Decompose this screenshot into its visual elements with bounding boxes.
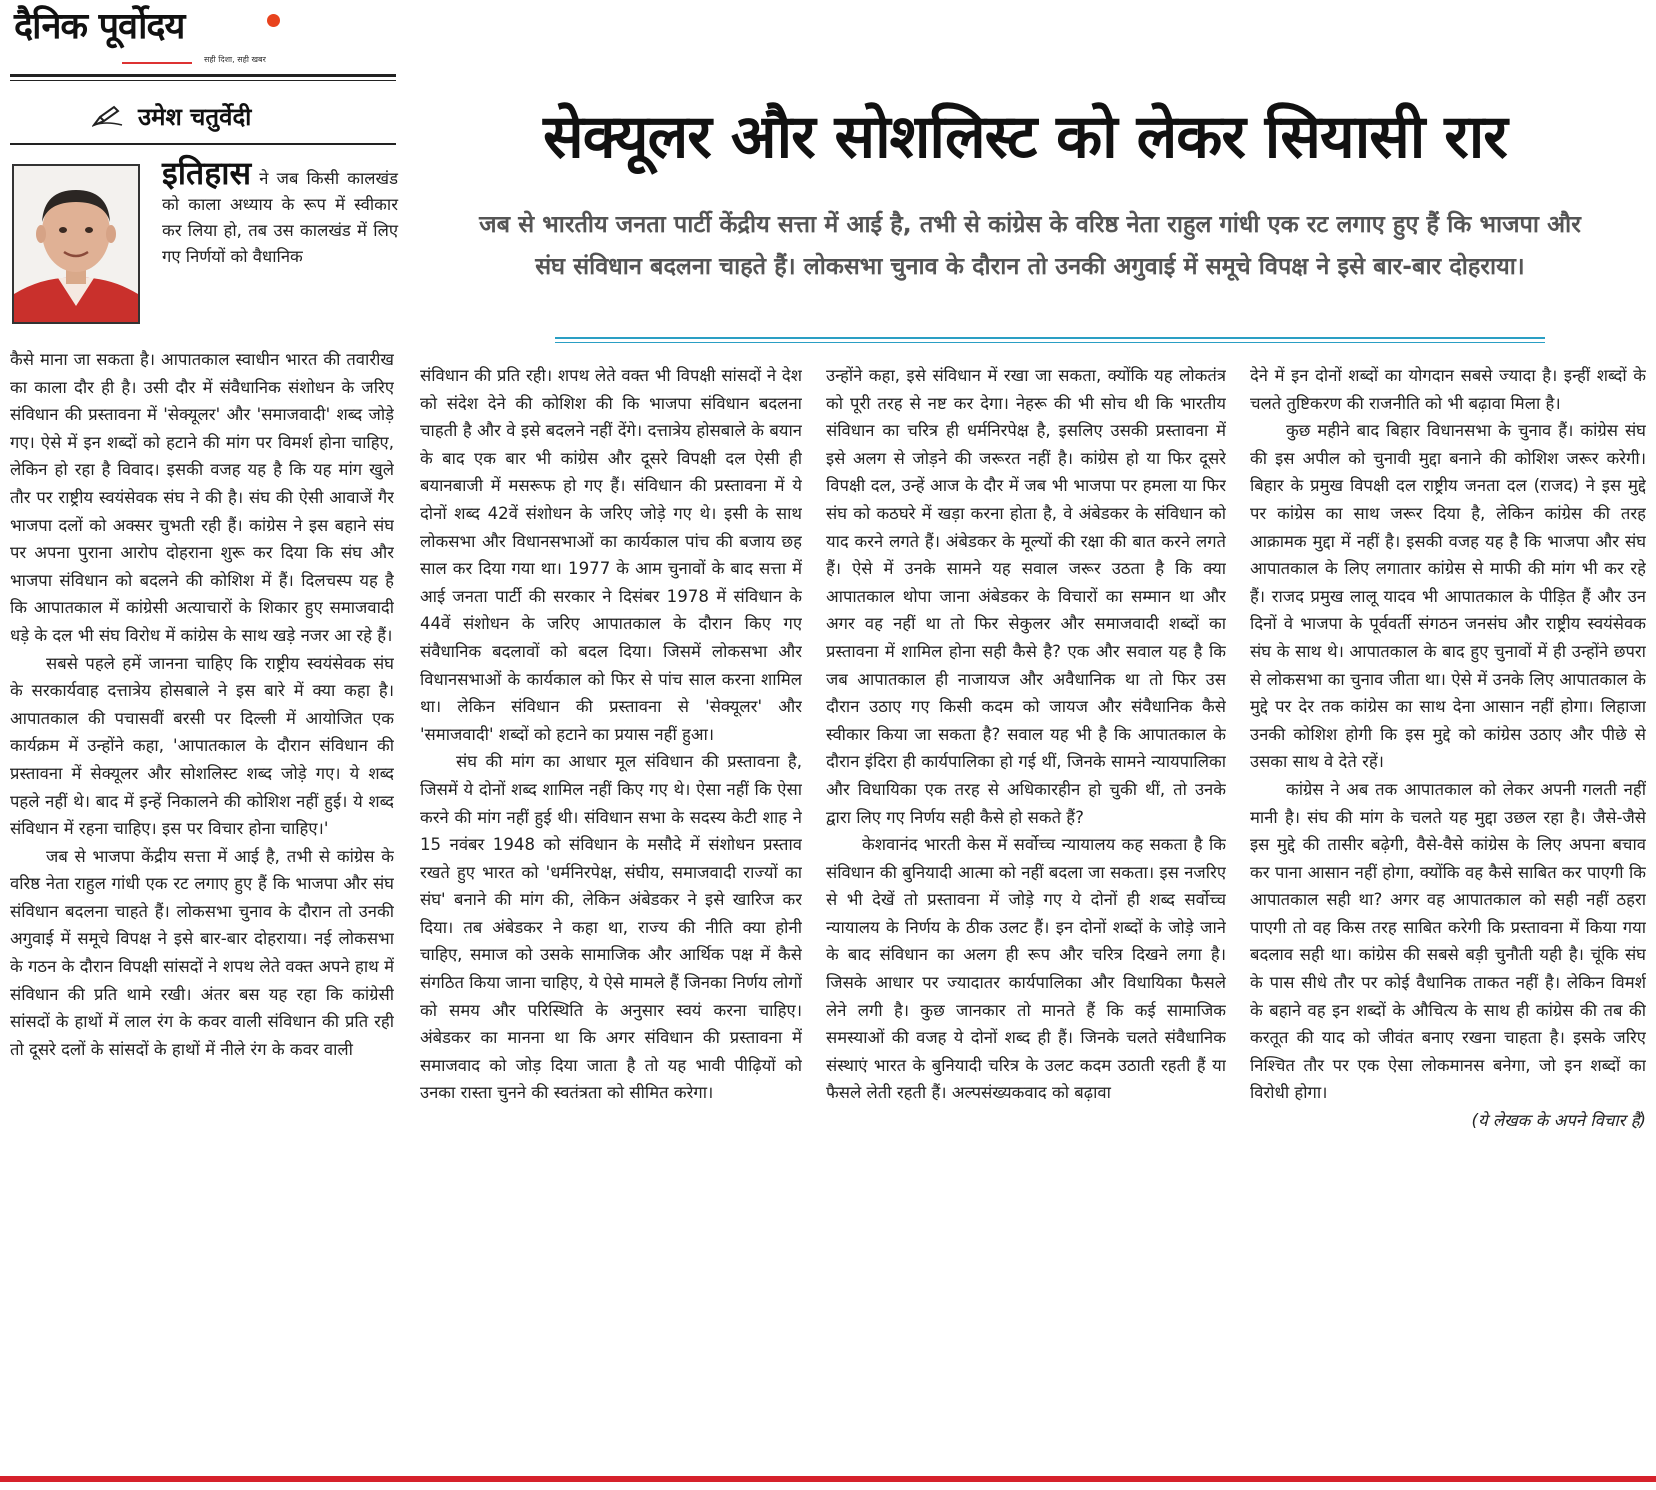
author-photo xyxy=(12,164,140,324)
author-portrait xyxy=(14,166,138,322)
column3-paragraph-2: केशवानंद भारती केस में सर्वोच्च न्यायालय कह सकता है कि संविधान की बुनियादी आत्मा को नहीं बदला जा सकता। इस नजरिए से भी देखें तो प्रस्तावना में जोड़े गए ये दोनों ही शब्द सर्वोच्च न्यायालय के निर्णय के ठीक उलट हैं। इन दोनों शब्दों के जोड़े जाने के बाद संविधान का अलग ही रूप और चरित्र दिखने लगा है। जिसके आधार पर ज्यादातर कार्यपालिका और विधायिका फैसले लेने लगी है। कुछ जानकार तो मानते हैं कि कई सामाजिक समस्याओं की वजह ये दोनों शब्द ही हैं। जिनके चलते संवैधानिक संस्थाएं भारत के बुनियादी चरित्र के उलट कदम उठाती रहती हैं या फैसले लेती रहती हैं। अल्पसंख्यकवाद को बढ़ावा xyxy=(826,835,1226,1103)
pen-writing-icon xyxy=(92,105,124,127)
masthead-tagline: सही दिशा, सही खबर xyxy=(204,55,266,64)
article-column-4 xyxy=(1250,362,1646,1470)
lead-text-box xyxy=(162,154,398,342)
lead-word: इतिहास xyxy=(162,154,252,192)
column3-paragraph-1: उन्होंने कहा, इसे संविधान में रखा जा सकता, क्योंकि यह लोकतंत्र को पूरी तरह से नष्ट कर देगा। नेहरू की भी सोच थी कि भारतीय संविधान का चरित्र ही धर्मनिरपेक्ष है, इसलिए उसकी प्रस्तावना में इसे अलग से जोड़ने की जरूरत नहीं है। कांग्रेस हो या फिर दूसरे विपक्षी दल, उन्हें आज के दौर में जब भी भाजपा पर हमला या फिर संघ को कठघरे में खड़ा करना होता है, वे अंबेडकर के संविधान को याद करने लगते हैं। अंबेडकर के मूल्यों की रक्षा की बात करने लगते हैं। ऐसे में उनके सामने यह सवाल जरूर उठता है कि क्या आपातकाल थोपा जाना अंबेडकर के विचारों का सम्मान था और अगर वह नहीं था तो फिर सेकुलर और समाजवादी शब्दों का प्रस्तावना में शामिल होना सही कैसे है? एक और सवाल यह है कि जब आपातकाल ही नाजायज और अवैधानिक था तो फिर उस दौरान उठाए गए किसी कदम को जायज और संवैधानिक कैसे स्वीकार किया जा सकता है? सवाल यह भी है कि आपातकाल के दौरान इंदिरा ही कार्यपालिका हो गई थीं, जिनके सामने न्यायपालिका और विधायिका एक तरह से अधिकारहीन हो चुकी थीं, तो उनके द्वारा लिए गए निर्णय सही कैसे हो सकते हैं? xyxy=(826,366,1226,827)
article-column-1 xyxy=(10,346,394,1470)
lead-text: ने जब किसी कालखंड को काला अध्याय के रूप में स्वीकार कर लिया हो, तब उस कालखंड में लिए गए निर्णयों को वैधानिक xyxy=(162,169,398,266)
byline xyxy=(92,96,392,136)
column4-paragraph-2: कुछ महीने बाद बिहार विधानसभा के चुनाव हैं। कांग्रेस संघ की इस अपील को चुनावी मुद्दा बनाने की कोशिश जरूर करेगी। बिहार के प्रमुख विपक्षी दल राष्ट्रीय जनता दल (राजद) ने इस मुद्दे पर कांग्रेस का साथ जरूर दिया है, लेकिन कांग्रेस की तरह आक्रामक मुद्दा में नहीं है। इसकी वजह यह है कि भाजपा और संघ आपातकाल के लिए लगातार कांग्रेस से माफी की मांग भी कर रहे हैं। राजद प्रमुख लालू यादव भी आपातकाल के पीड़ित हैं और उन दिनों वे भाजपा के पूर्ववर्ती संगठन जनसंघ और राष्ट्रीय स्वयंसेवक संघ के साथ थे। आपातकाल के बाद हुए चुनावों में ही उन्होंने छपरा से लोकसभा का चुनाव जीता था। ऐसे में उनके लिए आपातकाल के मुद्दे पर देर तक कांग्रेस का साथ देना आसान नहीं होगा। लिहाजा उनकी कोशिश होगी कि इस मुद्दे को कांग्रेस उठाए और पीछे से उसका साथ वे देते रहें। xyxy=(1250,421,1646,772)
masthead-rule-thin xyxy=(10,80,396,81)
column4-paragraph-3: कांग्रेस ने अब तक आपातकाल को लेकर अपनी गलती नहीं मानी है। संघ की मांग के चलते यह मुद्दा उछल रहा है। जैसे-जैसे इस मुद्दे की तासीर बढ़ेगी, वैसे-वैसे कांग्रेस के लिए अपना बचाव कर पाना आसान नहीं होगा, क्योंकि वह कैसे साबित कर पाएगी कि आपातकाल सही था? अगर वह आपातकाल को सही नहीं ठहरा पाएगी तो वह किस तरह साबित करेगी कि प्रस्तावना में किया गया बदलाव सही था। कांग्रेस की सबसे बड़ी चुनौती यही है। चूंकि संघ के पास सीधे तौर पर कोई वैधानिक ताकत नहीं है। लेकिन विमर्श के बहाने वह इन शब्दों के औचित्य के साथ ही कांग्रेस की तब की करतूत की याद को जीवंत बनाए रखना चाहता है। इसके जरिए निश्चित तौर पर एक ऐसा लोकमानस बनेगा, जो इन शब्दों का विरोधी होगा। xyxy=(1250,779,1646,1103)
column1-paragraph-2: सबसे पहले हमें जानना चाहिए कि राष्ट्रीय स्वयंसेवक संघ के सरकार्यवाह दत्तात्रेय होसबाले ने इस बारे में क्या कहा है। आपातकाल की पचासवीं बरसी पर दिल्ली में आयोजित एक कार्यक्रम में उन्होंने कहा, 'आपातकाल के दौरान संविधान की प्रस्तावना में सेक्यूलर और सोशलिस्ट शब्द जोड़े गए। ये शब्द पहले नहीं थे। बाद में इन्हें निकालने की कोशिश नहीं हुई। ये शब्द संविधान में रहना चाहिए। इस पर विचार होना चाहिए।' xyxy=(10,653,394,839)
masthead-dot-icon xyxy=(267,14,280,27)
author-name: उमेश चतुर्वेदी xyxy=(138,102,252,131)
deck: जब से भारतीय जनता पार्टी केंद्रीय सत्ता में आई है, तभी से कांग्रेस के वरिष्ठ नेता राहुल गांधी एक रट लगाए हुए हैं कि भाजपा और संघ संविधान बदलना चाहते हैं। लोकसभा चुनाव के दौरान तो उनकी अगुवाई में समूचे विपक्ष ने इसे बार-बार दोहराया। xyxy=(479,210,1581,280)
column1-paragraph-1: कैसे माना जा सकता है। आपातकाल स्वाधीन भारत की तवारीख का काला दौर ही है। उसी दौर में संवैधानिक संशोधन के जरिए संविधान की प्रस्तावना में 'सेक्यूलर' और 'समाजवादी' शब्द जोड़े गए। ऐसे में इन शब्दों को हटाने की मांग पर विमर्श होना चाहिए, लेकिन हो रहा है विवाद। इसकी वजह यह है कि यह मांग खुले तौर पर राष्ट्रीय स्वयंसेवक संघ ने की है। संघ की ऐसी आवाजें गैर भाजपा दलों को अक्सर चुभती रही हैं। कांग्रेस ने इस बहाने संघ पर अपना पुराना आरोप दोहराना शुरू कर दिया कि संघ और भाजपा संविधान को बदलने की कोशिश में हैं। दिलचस्प यह है कि आपातकाल में कांग्रेसी अत्याचारों के शिकार हुए समाजवादी धड़े के दल भी संघ विरोध में कांग्रेस के साथ खड़े नजर आ रहे हैं। xyxy=(10,350,394,645)
column1-paragraph-3: जब से भाजपा केंद्रीय सत्ता में आई है, तभी से कांग्रेस के वरिष्ठ नेता राहुल गांधी एक रट लगाए हुए हैं कि भाजपा और संघ संविधान बदलना चाहते हैं। लोकसभा चुनाव के दौरान तो उनकी अगुवाई में समूचे विपक्ष ने इसे बार-बार दोहराया। नई लोकसभा के गठन के दौरान विपक्षी सांसदों ने शपथ लेते वक्त अपने हाथ में संविधान की प्रति थामे रखी। अंतर बस यह रहा कि कांग्रेसी सांसदों के हाथों में लाल रंग के कवर वाली संविधान की प्रति रही तो दूसरे दलों के सांसदों के हाथों में नीले रंग के कवर वाली xyxy=(10,846,394,1059)
column2-paragraph-2: संघ की मांग का आधार मूल संविधान की प्रस्तावना है, जिसमें ये दोनों शब्द शामिल नहीं किए गए थे। ऐसा नहीं कि ऐसा करने की मांग नहीं हुई थी। संविधान सभा के सदस्य केटी शाह ने 15 नवंबर 1948 को संविधान के मसौदे में संशोधन प्रस्ताव रखते हुए भारत को 'धर्मनिरपेक्ष, संघीय, समाजवादी राज्यों का संघ' बनाने की मांग की, लेकिन अंबेडकर ने इसे खारिज कर दिया। तब अंबेडकर ने कहा था, राज्य की नीति क्या होनी चाहिए, समाज को उसके सामाजिक और आर्थिक पक्ष में कैसे संगठित किया जाना चाहिए, ये ऐसे मामले हैं जिनका निर्णय लोगों को समय और परिस्थिति के अनुसार स्वयं करना चाहिए। अंबेडकर का मानना था कि अगर संविधान की प्रस्तावना में समाजवाद को जोड़ दिया जाता है तो यह भावी पीढ़ियों को उनका रास्ता चुनने की स्वतंत्रता को सीमित करेगा। xyxy=(420,752,802,1103)
column4-paragraph-1: देने में इन दोनों शब्दों का योगदान सबसे ज्यादा है। इन्हीं शब्दों के चलते तुष्टिकरण की राजनीति को भी बढ़ावा मिला है। xyxy=(1250,366,1646,413)
deck-rule-thin xyxy=(555,342,1545,343)
deck-rule xyxy=(555,337,1545,339)
headline: सेक्यूलर और सोशलिस्ट को लेकर सियासी रार xyxy=(543,102,1507,172)
masthead-rule xyxy=(10,74,396,77)
article-column-3 xyxy=(826,362,1226,1470)
article-column-2 xyxy=(420,362,802,1470)
masthead-underline xyxy=(122,62,192,64)
bottom-bar xyxy=(0,1476,1656,1482)
byline-rule xyxy=(10,143,396,145)
masthead xyxy=(14,6,304,78)
newspaper-name: दैनिक पूर्वोदय xyxy=(14,5,185,47)
column2-paragraph-1: संविधान की प्रति रही। शपथ लेते वक्त भी विपक्षी सांसदों ने देश को संदेश देने की कोशिश की कि भाजपा संविधान बदलना चाहती है और वे इसे बदलने नहीं देंगे। दत्तात्रेय होसबाले के बयान के बाद एक बार भी कांग्रेस और दूसरे विपक्षी दल ऐसी ही बयानबाजी में मसरूफ हो गए हैं। संविधान की प्रस्तावना में ये दोनों शब्द 42वें संशोधन के जरिए जोड़े गए थे। इसी के साथ लोकसभा और विधानसभाओं का कार्यकाल पांच की बजाय छह साल कर दिया गया था। 1977 के आम चुनावों के बाद सत्ता में आई जनता पार्टी की सरकार ने दिसंबर 1978 में संविधान के 44वें संशोधन के जरिए आपातकाल के दौरान किए गए संवैधानिक बदलावों को बदल दिया। जिसमें लोकसभा और विधानसभाओं के कार्यकाल को फिर से पांच साल करना शामिल था। लेकिन संविधान की प्रस्तावना से 'सेक्यूलर' और 'समाजवादी' शब्दों को हटाने का प्रयास नहीं हुआ। xyxy=(420,366,802,744)
author-disclaimer: (ये लेखक के अपने विचार हैं) xyxy=(1471,1111,1646,1131)
